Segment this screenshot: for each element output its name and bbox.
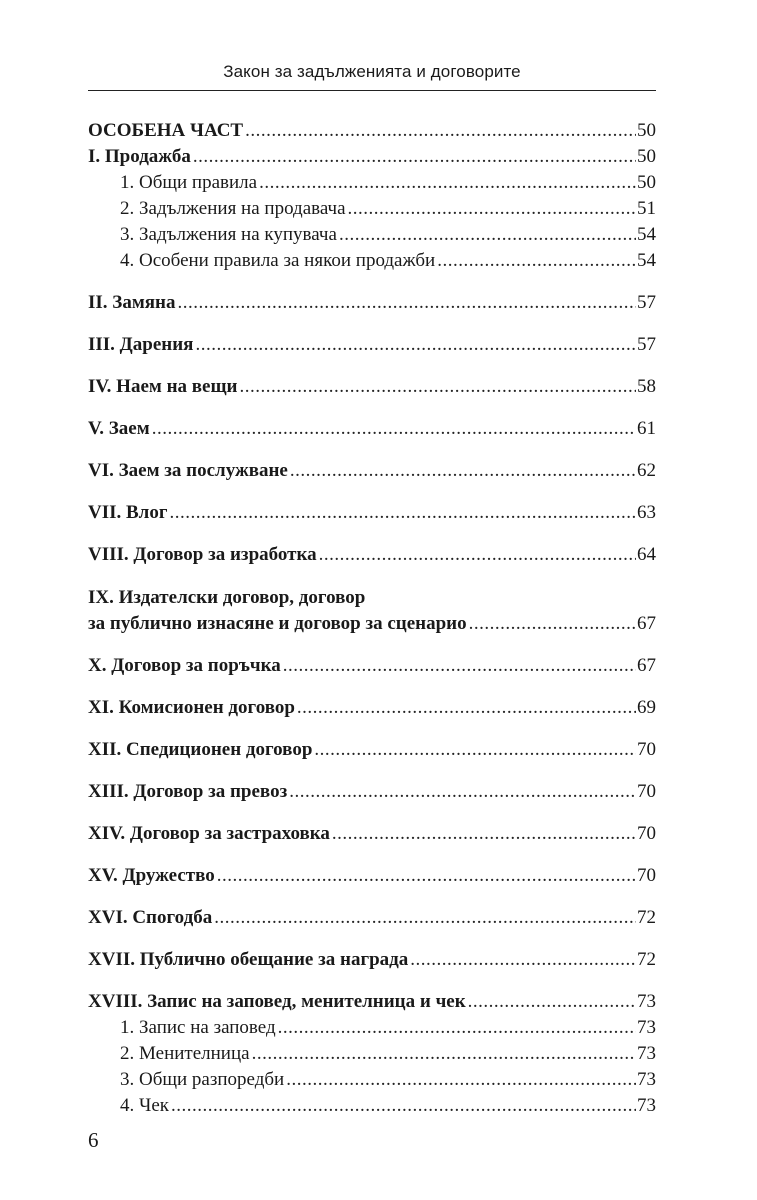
toc-entry-page: 67 [637,613,656,634]
toc-entry-mandate[interactable] [88,653,656,679]
toc-entry-title: XVII. Публично обещание за награда [88,949,409,970]
toc-entry-page: 73 [637,991,656,1012]
dot-leader [152,416,636,442]
toc-entry-title: XI. Комисионен договор [88,697,295,718]
toc-entry-page: 70 [637,781,656,802]
toc-entry-special-part[interactable] [88,118,656,144]
header-rule [88,90,656,91]
toc-entry-title: XVIII. Запис на заповед, менителница и чек [88,991,466,1012]
toc-entry-page: 57 [637,334,656,355]
toc-entry-page: 67 [637,655,656,676]
toc-entry-title: ОСОБЕНА ЧАСТ [88,120,244,141]
dot-leader [245,118,636,144]
toc-entry-title: VII. Влог [88,502,168,523]
toc-subentry-bill-of-exchange[interactable] [88,1041,656,1067]
dot-leader [468,989,636,1015]
dot-leader [193,144,636,170]
toc-entry-publishing-contract[interactable] [88,584,656,611]
toc-entry-page: 61 [637,418,656,439]
toc-entry-settlement[interactable] [88,905,656,931]
toc-entry-page: 63 [637,502,656,523]
toc-subentry-seller-obligations[interactable] [88,196,656,222]
dot-leader [169,500,636,526]
dot-leader [348,196,636,222]
toc-entry-title: 3. Общи разпоредби [120,1069,285,1090]
dot-leader [217,863,636,889]
toc-entry-page: 54 [637,250,656,271]
dot-leader [283,653,636,679]
toc-entry-page: 54 [637,224,656,245]
dot-leader [289,779,636,805]
toc-entry-title: 2. Менителница [120,1043,250,1064]
toc-entry-page: 73 [637,1069,656,1090]
toc-entry-title: 1. Запис на заповед [120,1017,276,1038]
dot-leader [297,695,636,721]
dot-leader [314,737,636,763]
dot-leader [195,332,636,358]
toc-entry-insurance[interactable] [88,821,656,847]
toc-entry-promissory-note[interactable] [88,989,656,1015]
toc-entry-page: 70 [637,823,656,844]
toc-entry-partnership[interactable] [88,863,656,889]
toc-entry-page: 73 [637,1043,656,1064]
toc-entry-title: XVI. Спогодба [88,907,213,928]
toc-entry-loan[interactable] [88,416,656,442]
toc-entry-title: XIII. Договор за превоз [88,781,288,802]
toc-entry-page: 69 [637,697,656,718]
toc-entry-title: I. Продажба [88,146,191,167]
toc-entry-title: V. Заем [88,418,150,439]
toc-subentry-general-rules[interactable] [88,170,656,196]
toc-entry-page: 50 [637,172,656,193]
toc-entry-lease[interactable] [88,374,656,400]
toc-entry-deposit[interactable] [88,500,656,526]
toc-entry-title: 4. Чек [120,1095,170,1116]
toc-entry-page: 62 [637,460,656,481]
toc-entry-title: 4. Особени правила за някои продажби [120,250,436,271]
toc-entry-page: 50 [637,146,656,167]
dot-leader [214,905,636,931]
dot-leader [278,1015,636,1041]
dot-leader [410,947,636,973]
toc-entry-publishing-contract-cont[interactable] [88,611,656,637]
toc-entry-public-promise[interactable] [88,947,656,973]
running-header: Закон за задълженията и договорите [223,62,521,81]
toc-entry-title: 3. Задължения на купувача [120,224,337,245]
toc-entry-page: 64 [637,544,656,565]
toc-subentry-cheque[interactable] [88,1093,656,1119]
toc-entry-title: IX. Издателски договор, договор [88,587,366,608]
toc-entry-title: II. Замяна [88,292,176,313]
toc-entry-page: 73 [637,1095,656,1116]
dot-leader [469,611,636,637]
toc-entry-page: 50 [637,120,656,141]
toc-subentry-special-rules[interactable] [88,248,656,274]
table-of-contents [88,118,656,1119]
toc-entry-page: 70 [637,865,656,886]
toc-entry-loan-for-use[interactable] [88,458,656,484]
toc-entry-title: III. Дарения [88,334,194,355]
toc-entry-title: IV. Наем на вещи [88,376,238,397]
dot-leader [259,170,636,196]
dot-leader [319,542,636,568]
toc-entry-page: 58 [637,376,656,397]
toc-entry-page: 57 [637,292,656,313]
toc-subentry-promissory-note[interactable] [88,1015,656,1041]
page-number: 6 [88,1128,99,1152]
dot-leader [171,1093,636,1119]
toc-subentry-buyer-obligations[interactable] [88,222,656,248]
dot-leader [437,248,636,274]
toc-entry-title: 2. Задължения на продавача [120,198,346,219]
toc-entry-work-contract[interactable] [88,542,656,568]
dot-leader [286,1067,636,1093]
toc-entry-title: XIV. Договор за застраховка [88,823,330,844]
toc-entry-sale[interactable] [88,144,656,170]
toc-entry-carriage[interactable] [88,779,656,805]
toc-entry-title: XII. Спедиционен договор [88,739,313,760]
dot-leader [178,290,637,316]
toc-entry-exchange[interactable] [88,290,656,316]
dot-leader [290,458,636,484]
toc-entry-forwarding[interactable] [88,737,656,763]
toc-entry-title: X. Договор за поръчка [88,655,281,676]
toc-entry-title: XV. Дружество [88,865,215,886]
toc-entry-page: 72 [637,949,656,970]
dot-leader [339,222,636,248]
toc-entry-donations[interactable] [88,332,656,358]
toc-subentry-general-provisions[interactable] [88,1067,656,1093]
toc-entry-title: VIII. Договор за изработка [88,544,317,565]
toc-entry-title: VI. Заем за послужване [88,460,288,481]
dot-leader [239,374,636,400]
toc-entry-page: 72 [637,907,656,928]
dot-leader [252,1041,636,1067]
toc-entry-page: 73 [637,1017,656,1038]
toc-entry-commission[interactable] [88,695,656,721]
dot-leader [332,821,636,847]
toc-entry-title: за публично изнасяне и договор за сценарио [88,613,467,634]
toc-entry-page: 70 [637,739,656,760]
toc-entry-page: 51 [637,198,656,219]
toc-entry-title: 1. Общи правила [120,172,258,193]
